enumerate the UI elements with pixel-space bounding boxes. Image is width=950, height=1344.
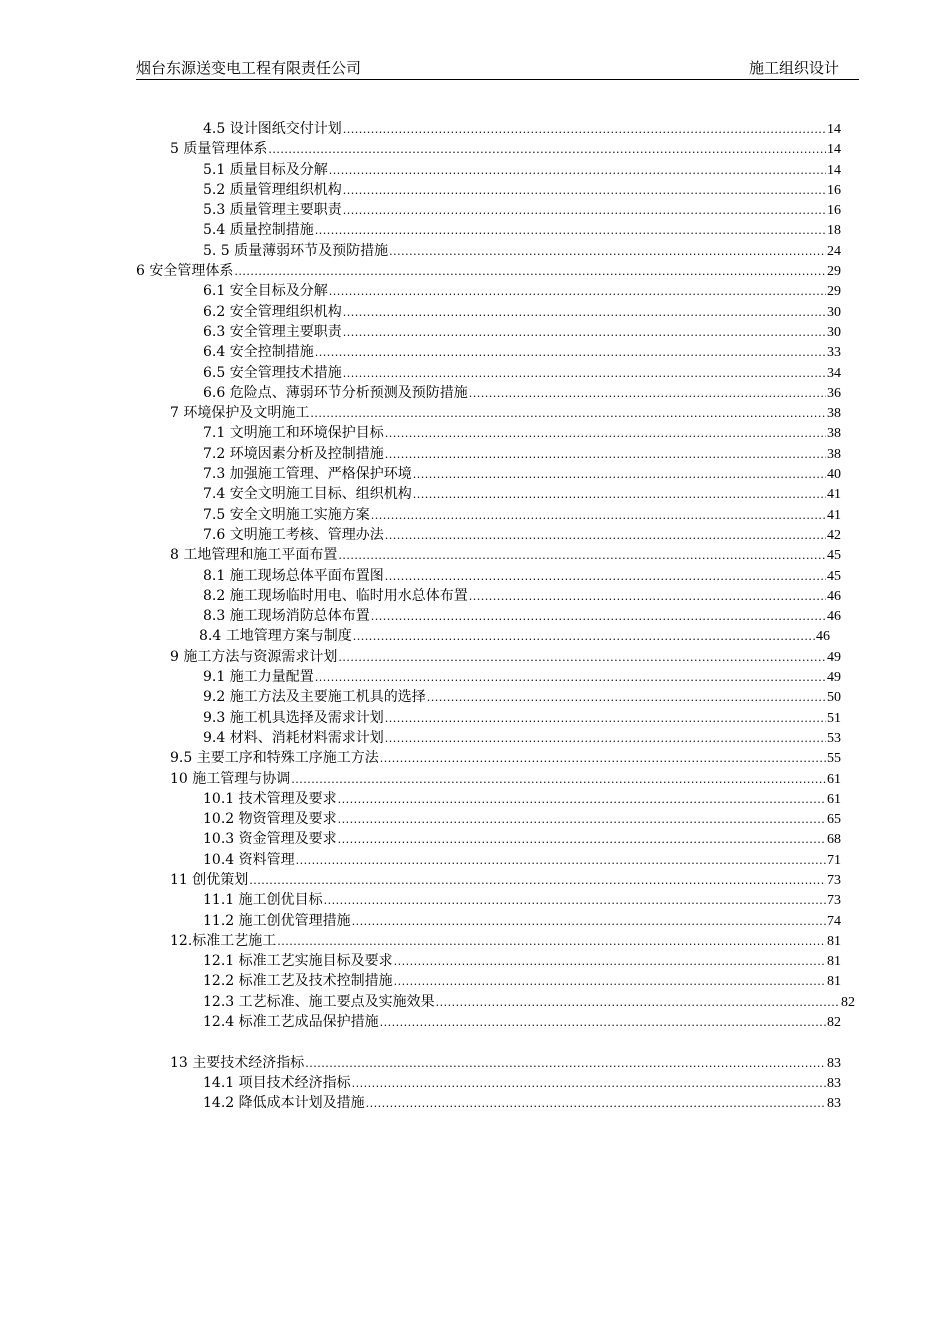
- toc-leader-dots: [385, 567, 826, 587]
- toc-entry-label: 5.1 质量目标及分解: [203, 161, 328, 178]
- toc-entry-label: 9.1 施工力量配置: [203, 669, 314, 686]
- toc-entry[interactable]: [0, 870, 950, 890]
- toc-leader-dots: [469, 587, 826, 607]
- toc-entry-label: 12.2 标准工艺及技术控制措施: [203, 973, 393, 990]
- toc-entry-label: 5.4 质量控制措施: [203, 222, 314, 239]
- toc-entry-label: 12.标准工艺施工: [170, 932, 277, 949]
- toc-entry-label: 7.6 文明施工考核、管理办法: [203, 526, 384, 543]
- toc-page-number: 41: [827, 507, 841, 523]
- toc-leader-dots: [385, 445, 826, 465]
- toc-entry[interactable]: [0, 748, 950, 768]
- toc-entry-label: 6 安全管理体系: [136, 263, 234, 280]
- toc-page-number: 46: [827, 588, 841, 604]
- toc-page-number: 83: [827, 1075, 841, 1091]
- toc-page-number: 82: [841, 994, 855, 1010]
- toc-entry[interactable]: [0, 484, 950, 504]
- toc-entry[interactable]: [0, 545, 950, 565]
- toc-leader-dots: [371, 607, 826, 627]
- toc-entry[interactable]: [0, 829, 950, 849]
- toc-leader-dots: [315, 221, 826, 241]
- toc-entry[interactable]: [0, 971, 950, 991]
- toc-entry-label: 7.3 加强施工管理、严格保护环境: [203, 466, 412, 483]
- toc-entry[interactable]: [0, 1093, 950, 1113]
- toc-entry[interactable]: [0, 1053, 950, 1073]
- toc-leader-dots: [352, 912, 826, 932]
- toc-entry[interactable]: [0, 160, 950, 180]
- toc-entry-label: 6.4 安全控制措施: [203, 344, 314, 361]
- toc-page-number: 16: [827, 182, 841, 198]
- toc-page-number: 14: [827, 142, 841, 158]
- toc-entry[interactable]: [0, 566, 950, 586]
- toc-leader-dots: [305, 1054, 826, 1074]
- toc-entry[interactable]: [0, 911, 950, 931]
- toc-leader-dots: [343, 120, 826, 140]
- toc-leader-dots: [469, 384, 826, 404]
- toc-leader-dots: [343, 181, 826, 201]
- toc-page-number: 45: [827, 548, 841, 564]
- toc-entry-label: 5 质量管理体系: [170, 141, 268, 158]
- toc-entry[interactable]: [0, 342, 950, 362]
- toc-entry[interactable]: [0, 322, 950, 342]
- toc-entry[interactable]: [0, 423, 950, 443]
- toc-entry[interactable]: [0, 383, 950, 403]
- toc-leader-dots: [315, 343, 826, 363]
- toc-entry-label: 10.1 技术管理及要求: [203, 790, 337, 807]
- toc-leader-dots: [380, 749, 826, 769]
- toc-page-number: 61: [827, 791, 841, 807]
- toc-leader-dots: [427, 688, 826, 708]
- toc-entry[interactable]: [0, 281, 950, 301]
- toc-entry-label: 9 施工方法与资源需求计划: [170, 648, 338, 665]
- toc-entry-label: 13 主要技术经济指标: [170, 1054, 305, 1071]
- toc-entry-label: 9.4 材料、消耗材料需求计划: [203, 729, 384, 746]
- toc-entry-label: 5.2 质量管理组织机构: [203, 181, 342, 198]
- toc-leader-dots: [380, 1013, 826, 1033]
- toc-leader-dots: [353, 627, 815, 647]
- toc-entry-label: 8.2 施工现场临时用电、临时用水总体布置: [203, 587, 468, 604]
- toc-page-number: 30: [827, 324, 841, 340]
- toc-leader-dots: [394, 952, 826, 972]
- toc-entry-label: 11 创优策划: [170, 871, 249, 888]
- toc-entry-label: 7.1 文明施工和环境保护目标: [203, 425, 384, 442]
- toc-entry-label: 7 环境保护及文明施工: [170, 405, 310, 422]
- toc-leader-dots: [324, 891, 826, 911]
- toc-leader-dots: [371, 506, 826, 526]
- toc-entry[interactable]: [0, 200, 950, 220]
- toc-page-number: 49: [827, 649, 841, 665]
- toc-entry-label: 12.4 标准工艺成品保护措施: [203, 1014, 379, 1031]
- toc-leader-dots: [291, 770, 826, 790]
- toc-leader-dots: [343, 323, 826, 343]
- toc-entry[interactable]: [0, 951, 950, 971]
- toc-page-number: 83: [827, 1055, 841, 1071]
- toc-page-number: 73: [827, 893, 841, 909]
- toc-entry-label: 7.2 环境因素分析及控制措施: [203, 445, 384, 462]
- toc-entry[interactable]: [0, 850, 950, 870]
- toc-page-number: 40: [827, 467, 841, 483]
- toc-blank-line: [0, 1032, 950, 1052]
- toc-entry-label: 9.3 施工机具选择及需求计划: [203, 709, 384, 726]
- company-name: 烟台东源送变电工程有限责任公司: [136, 59, 362, 77]
- toc-leader-dots: [366, 1094, 826, 1114]
- document-title: 施工组织设计: [748, 59, 839, 77]
- toc-entry-label: 9.2 施工方法及主要施工机具的选择: [203, 689, 426, 706]
- toc-page-number: 81: [827, 954, 841, 970]
- table-of-contents: [0, 119, 950, 1114]
- toc-entry[interactable]: [0, 708, 950, 728]
- toc-entry[interactable]: [0, 931, 950, 951]
- toc-page-number: 55: [827, 751, 841, 767]
- toc-entry-label: 8.1 施工现场总体平面布置图: [203, 567, 384, 584]
- toc-leader-dots: [385, 526, 826, 546]
- toc-entry[interactable]: [0, 180, 950, 200]
- toc-page-number: 38: [827, 446, 841, 462]
- toc-entry[interactable]: [0, 586, 950, 606]
- toc-entry-label: 8.3 施工现场消防总体布置: [203, 608, 370, 625]
- toc-entry[interactable]: [0, 809, 950, 829]
- toc-page-number: 29: [827, 284, 841, 300]
- toc-entry-label: 5.3 质量管理主要职责: [203, 202, 342, 219]
- toc-leader-dots: [389, 242, 826, 262]
- toc-entry[interactable]: [0, 1073, 950, 1093]
- toc-entry[interactable]: [0, 363, 950, 383]
- toc-entry[interactable]: [0, 769, 950, 789]
- toc-leader-dots: [343, 303, 826, 323]
- toc-page-number: 14: [827, 162, 841, 178]
- page-header: [136, 58, 859, 80]
- toc-entry[interactable]: [0, 992, 950, 1012]
- toc-entry-label: 6.6 危险点、薄弱环节分析预测及预防措施: [203, 384, 468, 401]
- toc-entry[interactable]: [0, 647, 950, 667]
- toc-entry-label: 11.1 施工创优目标: [203, 892, 323, 909]
- toc-leader-dots: [385, 424, 826, 444]
- toc-page-number: 14: [827, 122, 841, 137]
- toc-page-number: 49: [827, 670, 841, 686]
- toc-leader-dots: [338, 830, 826, 850]
- toc-leader-dots: [310, 404, 826, 424]
- toc-entry[interactable]: [0, 626, 950, 646]
- toc-entry[interactable]: [0, 606, 950, 626]
- toc-entry-label: 6.5 安全管理技术措施: [203, 364, 342, 381]
- toc-page-number: 46: [816, 629, 830, 645]
- toc-entry-label: 8 工地管理和施工平面布置: [170, 547, 338, 564]
- toc-entry-label: 7.4 安全文明施工目标、组织机构: [203, 486, 412, 503]
- toc-entry[interactable]: [0, 444, 950, 464]
- toc-entry-label: 6.3 安全管理主要职责: [203, 323, 342, 340]
- toc-leader-dots: [329, 161, 826, 181]
- toc-leader-dots: [338, 810, 826, 830]
- toc-leader-dots: [338, 790, 826, 810]
- toc-page-number: 73: [827, 872, 841, 888]
- toc-leader-dots: [385, 729, 826, 749]
- toc-page-number: 68: [827, 832, 841, 848]
- toc-entry[interactable]: [0, 890, 950, 910]
- toc-entry-label: 11.2 施工创优管理措施: [203, 912, 351, 929]
- toc-page-number: 42: [827, 527, 841, 543]
- toc-page-number: 30: [827, 304, 841, 320]
- toc-entry-label: 10.3 资金管理及要求: [203, 831, 337, 848]
- toc-entry-label: 10.2 物资管理及要求: [203, 811, 337, 828]
- toc-page-number: 74: [827, 913, 841, 929]
- toc-page-number: 36: [827, 385, 841, 401]
- toc-page-number: 50: [827, 690, 841, 706]
- toc-entry[interactable]: [0, 667, 950, 687]
- toc-page-number: 38: [827, 406, 841, 422]
- toc-entry[interactable]: [0, 220, 950, 240]
- toc-entry-label: 14.2 降低成本计划及措施: [203, 1095, 365, 1112]
- toc-page-number: 61: [827, 771, 841, 787]
- toc-entry[interactable]: [0, 261, 950, 281]
- toc-page-number: 53: [827, 730, 841, 746]
- toc-page-number: 24: [827, 243, 841, 259]
- toc-entry[interactable]: [0, 403, 950, 423]
- toc-leader-dots: [352, 1074, 826, 1094]
- toc-entry-label: 10.4 资料管理: [203, 851, 295, 868]
- toc-leader-dots: [413, 485, 826, 505]
- toc-entry[interactable]: [0, 119, 950, 139]
- toc-entry[interactable]: [0, 302, 950, 322]
- toc-page-number: 45: [827, 568, 841, 584]
- toc-entry-label: 9.5 主要工序和特殊工序施工方法: [170, 750, 379, 767]
- toc-page-number: 18: [827, 223, 841, 239]
- toc-page-number: 82: [827, 1015, 841, 1031]
- toc-entry-label: 12.3 工艺标准、施工要点及实施效果: [203, 993, 435, 1010]
- toc-leader-dots: [338, 648, 826, 668]
- toc-leader-dots: [329, 282, 826, 302]
- toc-page-number: 29: [827, 264, 841, 280]
- toc-leader-dots: [394, 972, 826, 992]
- toc-entry-label: 12.1 标准工艺实施目标及要求: [203, 953, 393, 970]
- toc-page-number: 83: [827, 1096, 841, 1112]
- toc-entry[interactable]: [0, 139, 950, 159]
- toc-entry[interactable]: [0, 525, 950, 545]
- toc-entry-label: 6.1 安全目标及分解: [203, 283, 328, 300]
- toc-page-number: 81: [827, 974, 841, 990]
- toc-entry[interactable]: [0, 789, 950, 809]
- toc-leader-dots: [249, 871, 826, 891]
- toc-leader-dots: [343, 201, 826, 221]
- toc-page-number: 41: [827, 487, 841, 503]
- toc-entry[interactable]: [0, 728, 950, 748]
- toc-leader-dots: [234, 262, 826, 282]
- toc-leader-dots: [436, 993, 840, 1013]
- toc-entry-label: 10 施工管理与协调: [170, 770, 291, 787]
- toc-entry[interactable]: [0, 505, 950, 525]
- toc-page-number: 81: [827, 933, 841, 949]
- toc-leader-dots: [343, 364, 826, 384]
- toc-page-number: 71: [827, 852, 841, 868]
- toc-entry[interactable]: [0, 1012, 950, 1032]
- toc-entry-label: 8.4 工地管理方案与制度: [199, 628, 352, 645]
- toc-leader-dots: [277, 932, 826, 952]
- toc-leader-dots: [296, 851, 826, 871]
- toc-page-number: 16: [827, 203, 841, 219]
- toc-page-number: 46: [827, 609, 841, 625]
- toc-leader-dots: [338, 546, 826, 566]
- toc-leader-dots: [268, 140, 826, 160]
- toc-entry[interactable]: [0, 687, 950, 707]
- toc-entry-label: 6.2 安全管理组织机构: [203, 303, 342, 320]
- toc-entry-label: 14.1 项目技术经济指标: [203, 1074, 351, 1091]
- toc-page-number: 34: [827, 365, 841, 381]
- toc-page-number: 33: [827, 345, 841, 361]
- toc-entry-label: 5. 5 质量薄弱环节及预防措施: [203, 242, 389, 259]
- toc-page-number: 38: [827, 426, 841, 442]
- toc-page-number: 65: [827, 812, 841, 828]
- toc-leader-dots: [385, 709, 826, 729]
- toc-entry-label: 7.5 安全文明施工实施方案: [203, 506, 370, 523]
- toc-entry-label: 4.5 设计图纸交付计划: [203, 121, 342, 137]
- toc-entry[interactable]: [0, 464, 950, 484]
- toc-leader-dots: [315, 668, 826, 688]
- toc-page-number: 51: [827, 710, 841, 726]
- toc-leader-dots: [413, 465, 826, 485]
- toc-entry[interactable]: [0, 241, 950, 261]
